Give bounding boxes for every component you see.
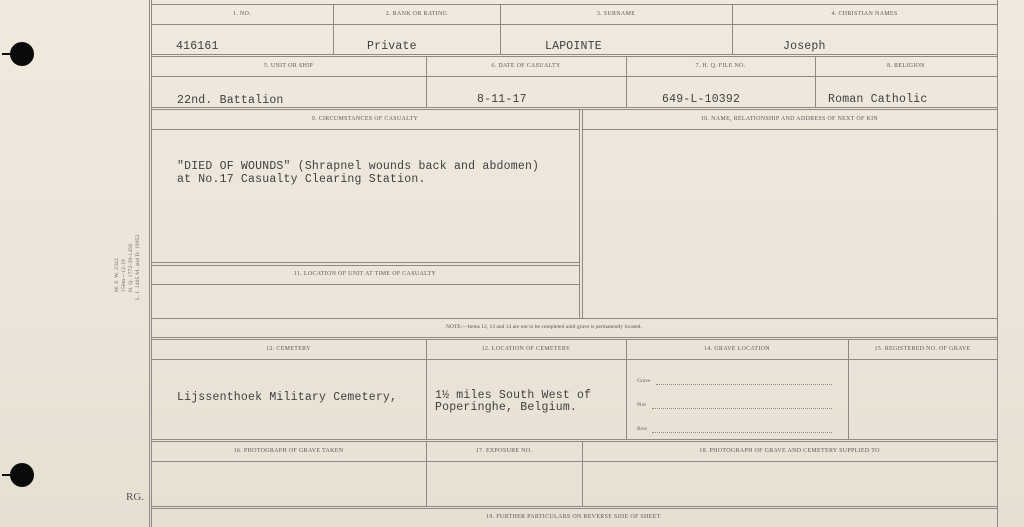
value-date: 8-11-17 [477, 93, 527, 106]
rule [151, 54, 997, 55]
rule [151, 284, 579, 285]
label-exposure: 17. EXPOSURE NO. [475, 448, 533, 454]
rule [151, 109, 997, 110]
value-location-cemetery-line2: Poperinghe, Belgium. [435, 401, 578, 414]
label-photo-supplied: 18. PHOTOGRAPH OF GRAVE AND CEMETERY SUPPLIED TO [699, 448, 880, 454]
rule [151, 56, 997, 57]
label-registered-no: 15. REGISTERED NO. OF GRAVE [874, 346, 971, 352]
value-surname: LAPOINTE [545, 40, 602, 53]
label-plot: Plot [637, 402, 646, 408]
value-circumstances-line1: "DIED OF WOUNDS" (Shrapnel wounds back and abdomen) [177, 160, 540, 173]
rule [151, 318, 997, 319]
rule [582, 109, 583, 318]
form-code-1: M. F. W. 2342 [114, 258, 120, 292]
label-photo-taken: 16. PHOTOGRAPH OF GRAVE TAKEN [233, 448, 344, 454]
form-code-4: L. I. 1405 M. and D. 19952 [135, 234, 141, 300]
label-next-of-kin: 10. NAME, RELATIONSHIP AND ADDRESS OF NEXT OF KIN [700, 116, 879, 122]
value-no: 416161 [176, 40, 219, 53]
label-surname: 3. SURNAME [596, 11, 636, 17]
rg-label: RG. [126, 491, 145, 503]
label-further: 19. FURTHER PARTICULARS ON REVERSE SIDE OF SHEET. [486, 514, 662, 520]
value-location-cemetery-line1: 1½ miles South West of [435, 389, 592, 402]
label-cemetery: 12. CEMETERY [266, 346, 311, 352]
rule [626, 339, 627, 439]
label-christian-names: 4. CHRISTIAN NAMES [831, 11, 898, 17]
rule [579, 109, 580, 318]
rule [151, 4, 997, 5]
label-row: Row [637, 426, 648, 432]
rule [151, 24, 997, 25]
form-code-2: 150m—12-19 [121, 259, 127, 292]
rule [151, 339, 997, 340]
row-dotted-line [652, 432, 832, 433]
note-graves: NOTE:—Items 12, 13 and 14 are not to be completed until grave is permanently located. [446, 324, 642, 330]
label-grave: Grave [637, 378, 651, 384]
rule [151, 359, 997, 360]
value-rank: Private [367, 40, 417, 53]
rule [151, 439, 997, 440]
label-rank: 2. RANK OR RATING [385, 11, 448, 17]
label-no: 1. NO. [233, 11, 251, 17]
rule [151, 461, 997, 462]
rule [582, 129, 997, 130]
punch-hole-bottom [10, 463, 34, 487]
label-circumstances: 9. CIRCUMSTANCES OF CASUALTY [311, 116, 419, 122]
label-religion: 8. RELIGION [887, 63, 925, 69]
label-hq-file: 7. H. Q. FILE NO. [695, 63, 746, 69]
value-religion: Roman Catholic [828, 93, 928, 106]
label-date: 6. DATE OF CASUALTY [491, 63, 561, 69]
frame-right [997, 0, 998, 527]
grave-dotted-line [656, 384, 832, 385]
rule [151, 107, 997, 108]
plot-dotted-line [652, 408, 832, 409]
rule [151, 441, 997, 442]
value-circumstances-line2: at No.17 Casualty Clearing Station. [177, 173, 426, 186]
value-unit: 22nd. Battalion [177, 94, 284, 107]
rule [151, 265, 579, 266]
label-unit: 5. UNIT OR SHIP [263, 63, 314, 69]
frame-left [149, 0, 150, 527]
rule [426, 339, 427, 439]
rule [151, 337, 997, 338]
punch-hole-top [10, 42, 34, 66]
rule [151, 262, 579, 263]
label-grave-location: 14. GRAVE LOCATION [704, 346, 770, 352]
rule [848, 339, 849, 439]
value-cemetery: Lijssenthoek Military Cemetery, [177, 391, 398, 404]
value-hq-file: 649-L-10392 [662, 93, 741, 106]
rule [151, 508, 997, 509]
rule [151, 129, 579, 130]
value-christian-names: Joseph [783, 40, 826, 53]
rule [151, 506, 997, 507]
label-location-unit: 11. LOCATION OF UNIT AT TIME OF CASUALTY [293, 271, 437, 277]
label-location-cemetery: 12. LOCATION OF CEMETERY [481, 346, 571, 352]
rule [151, 76, 997, 77]
form-code-3: H. Q. 1772-39-1458 [128, 243, 134, 292]
